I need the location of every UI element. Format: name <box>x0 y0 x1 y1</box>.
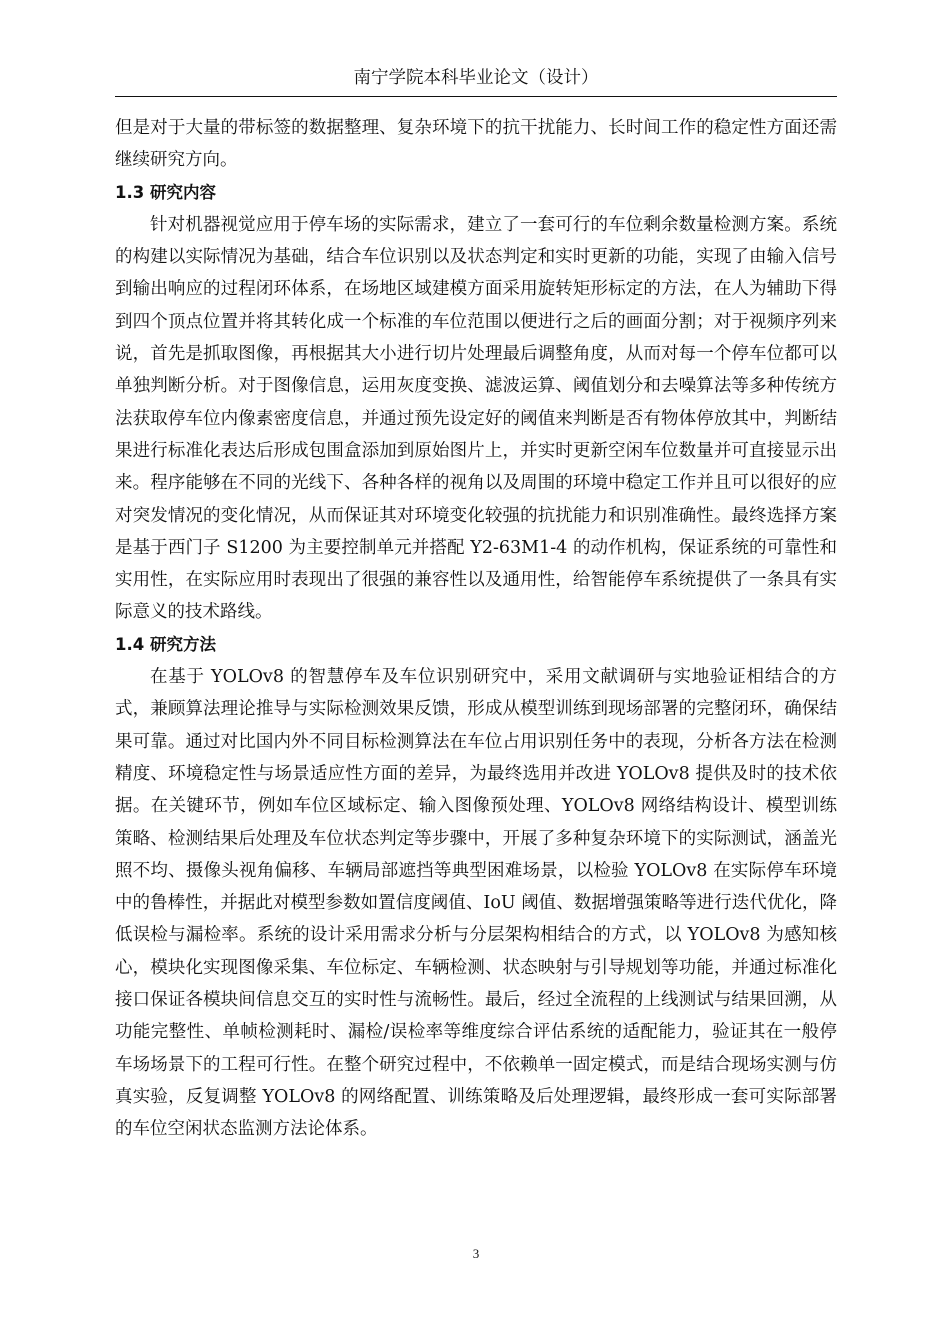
section-heading-1-3: 1.3 研究内容 <box>115 182 216 202</box>
section-1-3-paragraph: 针对机器视觉应用于停车场的实际需求，建立了一套可行的车位剩余数量检测方案。系统的构建以实际情况为基础，结合车位识别以及状态判定和实时更新的功能，实现了由输入信号到输出响应的过程闭环体系，在场地区域建模方面采用旋转矩形标定的方法，在人为辅助下得到四个顶点位置并将其转化成一个标准的车位范围以便进行之后的画面分割；对于视频序列来说，首先是抓取图像，再根据其大小进行切片处理最后调整角度，从而对每一个停车位都可以单独判断分析。对于图像信息，运用灰度变换、滤波运算、阈值划分和去噪算法等多种传统方法获取停车位内像素密度信息，并通过预先设定好的阈值来判断是否有物体停放其中，判断结果进行标准化表达后形成包围盒添加到原始图片上，并实时更新空闲车位数量并可直接显示出来。程序能够在不同的光线下、各种各样的视角以及周围的环境中稳定工作并且可以很好的应对突发情况的变化情况，从而保证其对环境变化较强的抗扰能力和识别准确性。最终选择方案是基于西门子 S1200 为主要控制单元并搭配 Y2-63M1-4 的动作机构，保证系统的可靠性和实用性，在实际应用时表现出了很强的兼容性以及通用性，给智能停车系统提供了一条具有实际意义的技术路线。 <box>115 214 837 623</box>
section-heading-1-4: 1.4 研究方法 <box>115 634 216 654</box>
continuation-paragraph: 但是对于大量的带标签的数据整理、复杂环境下的抗干扰能力、长时间工作的稳定性方面还需继续研究方向。 <box>115 118 837 171</box>
page-number: 3 <box>472 1246 480 1261</box>
page-body <box>115 112 837 1146</box>
section-1-4-paragraph: 在基于 YOLOv8 的智慧停车及车位识别研究中，采用文献调研与实地验证相结合的方式，兼顾算法理论推导与实际检测效果反馈，形成从模型训练到现场部署的完整闭环，确保结果可靠。通过对比国内外不同目标检测算法在车位占用识别任务中的表现，分析各方法在检测精度、环境稳定性与场景适应性方面的差异，为最终选用并改进 YOLOv8 提供及时的技术依据。在关键环节，例如车位区域标定、输入图像预处理、YOLOv8 网络结构设计、模型训练策略、检测结果后处理及车位状态判定等步骤中，开展了多种复杂环境下的实际测试，涵盖光照不均、摄像头视角偏移、车辆局部遮挡等典型困难场景，以检验 YOLOv8 在实际停车环境中的鲁棒性，并据此对模型参数如置信度阈值、IoU 阈值、数据增强策略等进行迭代优化，降低误检与漏检率。系统的设计采用需求分析与分层架构相结合的方式，以 YOLOv8 为感知核心，模块化实现图像采集、车位标定、车辆检测、状态映射与引导规划等功能，并通过标准化接口保证各模块间信息交互的实时性与流畅性。最后，经过全流程的上线测试与结果回溯，从功能完整性、单帧检测耗时、漏检/误检率等维度综合评估系统的适配能力，验证其在一般停车场场景下的工程可行性。在整个研究过程中，不依赖单一固定模式，而是结合现场实测与仿真实验，反复调整 YOLOv8 的网络配置、训练策略及后处理逻辑，最终形成一套可实际部署的车位空闲状态监测方法论体系。 <box>115 667 837 1140</box>
header-rule <box>115 96 837 97</box>
running-header: 南宁学院本科毕业论文（设计） <box>353 68 599 88</box>
